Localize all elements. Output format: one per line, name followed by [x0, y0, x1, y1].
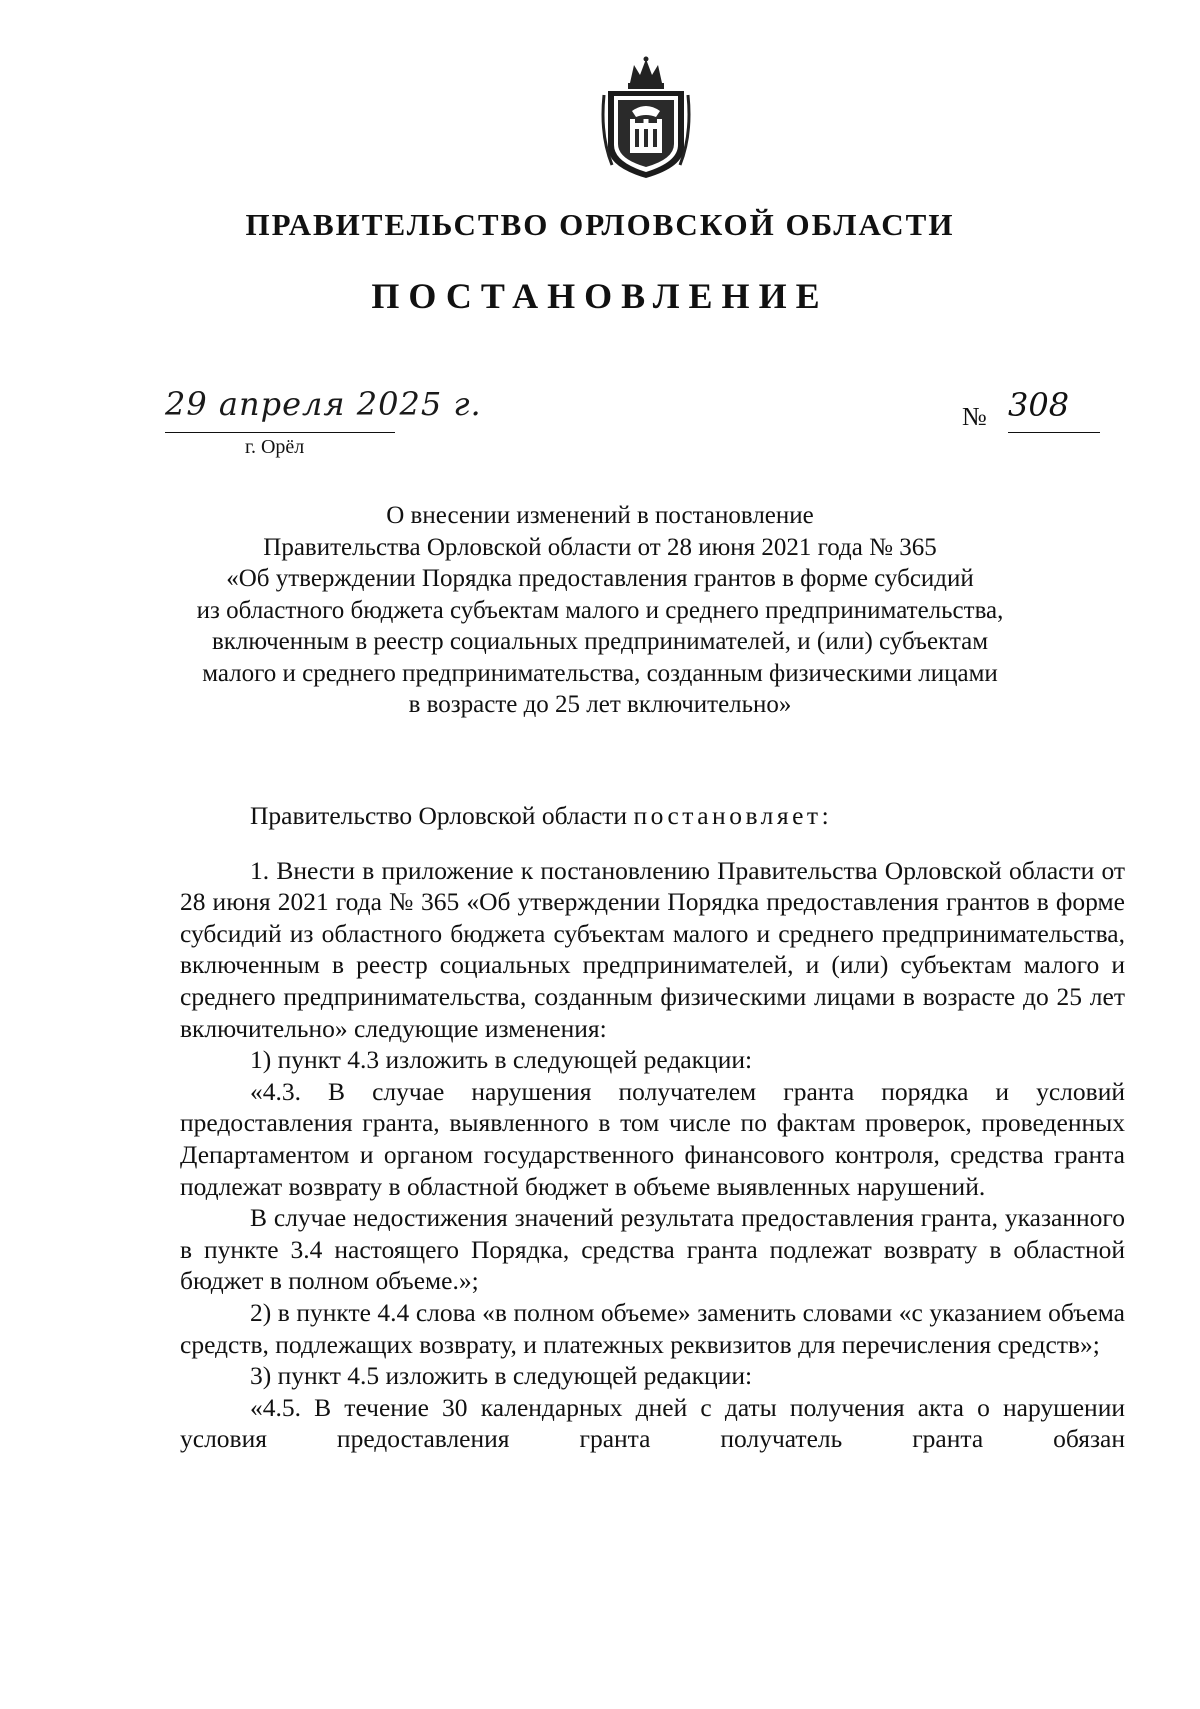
handwritten-date: 29 апреля 2025 г.: [165, 385, 482, 423]
preamble-text: Правительство Орловской области: [250, 801, 634, 830]
document-body: [180, 800, 1125, 1455]
paragraph: «4.3. В случае нарушения получателем гранта порядка и условий предоставления гранта, выявленного в том числе по фактам проверок, проведенных Департаментом и органом государственного финансового контроля, средства гранта подлежат возврату в областной бюджет в объеме выявленных нарушений.: [180, 1076, 1125, 1201]
subject-line: включенным в реестр социальных предпринимателей, и (или) субъектам: [211, 628, 989, 655]
subject-line: малого и среднего предпринимательства, созданным физическими лицами: [202, 659, 998, 687]
preamble: [180, 800, 1125, 832]
subject-line: в возрасте до 25 лет включительно»: [408, 691, 792, 718]
subject-line: из областного бюджета субъектам малого и среднего предпринимательства,: [196, 596, 1004, 624]
handwritten-number: 308: [1008, 386, 1070, 424]
subject-line: «Об утверждении Порядка предоставления грантов в форме субсидий: [226, 565, 974, 592]
number-sign: №: [962, 402, 987, 431]
number-underline: [1008, 432, 1100, 433]
coat-of-arms-icon: [600, 55, 692, 180]
paragraph: 2) в пункте 4.4 слова «в полном объеме» заменить словами «с указанием объема средств, подлежащих возврату, и платежных реквизитов для перечисления средств»;: [180, 1297, 1125, 1359]
government-title: ПРАВИТЕЛЬСТВО ОРЛОВСКОЙ ОБЛАСТИ: [245, 207, 955, 242]
paragraph: 1. Внести в приложение к постановлению Правительства Орловской области от 28 июня 2021 года № 365 «Об утверждении Порядка предоставления грантов в форме субсидий из областного бюджета субъектам малого и среднего предпринимательства, включенным в реестр социальных предпринимателей, и (или) субъектам малого и среднего предпринимательства, созданным физическими лицами в возрасте до 25 лет включительно» следующие изменения:: [180, 855, 1125, 1043]
preamble-decree-word: постановляет:: [633, 801, 833, 830]
paragraph: 3) пункт 4.5 изложить в следующей редакции:: [250, 1361, 753, 1391]
date-underline: [165, 432, 395, 433]
paragraph: «4.5. В течение 30 календарных дней с даты получения акта о нарушении условия предоставления гранта получатель гранта обязан: [180, 1392, 1125, 1454]
document-subject: [140, 500, 1060, 721]
paragraph: 1) пункт 4.3 изложить в следующей редакции:: [250, 1045, 753, 1075]
subject-line: О внесении изменений в постановление: [386, 502, 814, 529]
subject-line: Правительства Орловской области от 28 июня 2021 года № 365: [263, 533, 937, 561]
document-type: ПОСТАНОВЛЕНИЕ: [371, 276, 829, 316]
city-label: г. Орёл: [245, 436, 305, 458]
paragraph: В случае недостижения значений результата предоставления гранта, указанного в пункте 3.4 настоящего Порядка, средства гранта подлежат возврату в областной бюджет в полном объеме.»;: [180, 1203, 1125, 1296]
